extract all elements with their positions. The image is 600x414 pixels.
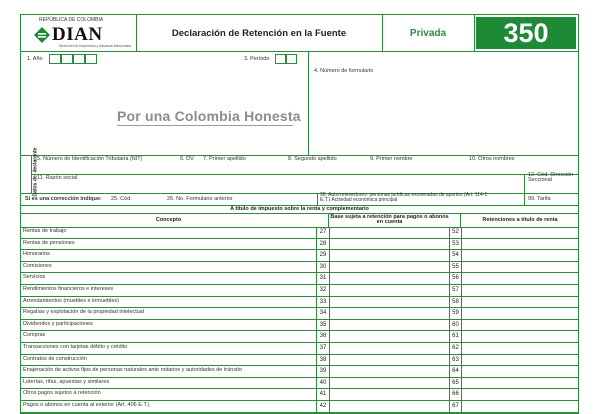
concept-label: Otros pagos sujetos a retención — [23, 390, 101, 397]
table-row — [21, 262, 578, 274]
retention-field-number[interactable]: 56 — [449, 273, 462, 284]
table-row — [21, 239, 578, 251]
dian-logo — [21, 15, 137, 51]
dv-label: 6. DV. — [180, 156, 195, 162]
period-label: 3. Período — [244, 56, 270, 62]
form-header — [21, 15, 578, 52]
table-row — [21, 308, 578, 320]
concept-table — [21, 227, 578, 413]
concept-label: Rendimientos financieros e intereses — [23, 285, 114, 292]
col-base: Base sujeta a retención para pagos o abonos en cuenta — [328, 213, 450, 227]
period-digit-1[interactable] — [275, 54, 286, 64]
concept-label: Dividendos y participaciones — [23, 320, 93, 327]
concept-label: Honorarios — [23, 251, 50, 258]
base-field-number[interactable]: 34 — [316, 308, 330, 319]
table-row — [21, 297, 578, 309]
retention-field-number[interactable]: 55 — [449, 262, 462, 273]
concept-label: Contratos de construcción — [23, 355, 87, 362]
form-title: Declaración de Retención en la Fuente — [136, 15, 383, 51]
correction-label: Si es una corrección indique: — [25, 196, 102, 202]
slogan: Por una Colombia Honesta — [117, 108, 301, 124]
retention-field-number[interactable]: 53 — [449, 239, 462, 250]
table-header — [21, 213, 578, 228]
retention-field-number[interactable]: 61 — [449, 331, 462, 342]
previous-form-label: 26. No. Formulario anterior — [167, 196, 233, 202]
base-field-number[interactable]: 29 — [316, 250, 330, 261]
table-row — [21, 389, 578, 401]
table-row — [21, 250, 578, 262]
table-section-title: A título de impuesto sobre la renta y complementario — [21, 205, 578, 214]
concept-label: Servicios — [23, 274, 46, 281]
concept-label: Compras — [23, 332, 46, 339]
col-retenciones: Retenciones a título de renta — [460, 213, 579, 227]
second-surname-label: 8. Segundo apellido — [288, 156, 337, 162]
concept-label: Transacciones con tarjetas débito y crédito — [23, 343, 128, 350]
retention-field-number[interactable]: 57 — [449, 285, 462, 296]
retention-field-number[interactable]: 67 — [449, 401, 462, 412]
table-row — [21, 378, 578, 390]
other-names-label: 10. Otros nombres — [469, 156, 515, 162]
rate-label: 99. Tarifa — [528, 196, 551, 202]
first-surname-label: 7. Primer apellido — [203, 156, 246, 162]
section-year-period — [21, 51, 578, 156]
year-digit-4[interactable] — [85, 54, 97, 64]
base-field-number[interactable]: 38 — [316, 355, 330, 366]
concept-label: Regalías y explotación de la propiedad intelectual — [23, 309, 145, 316]
dian-emblem-icon — [33, 26, 51, 44]
table-row — [21, 355, 578, 367]
table-row — [21, 343, 578, 355]
retention-field-number[interactable]: 66 — [449, 389, 462, 400]
table-row — [21, 366, 578, 378]
dian-subtitle: Dirección de Impuestos y Aduanas Nacionales — [59, 44, 132, 48]
table-row — [21, 331, 578, 343]
base-field-number[interactable]: 39 — [316, 366, 330, 377]
table-row — [21, 227, 578, 239]
base-field-number[interactable]: 27 — [316, 227, 330, 238]
base-field-number[interactable]: 40 — [316, 378, 330, 389]
retention-field-number[interactable]: 65 — [449, 378, 462, 389]
dian-wordmark: DIAN — [52, 24, 103, 45]
retention-field-number[interactable]: 62 — [449, 343, 462, 354]
period-digit-2[interactable] — [286, 54, 297, 64]
base-field-number[interactable]: 33 — [316, 297, 330, 308]
concept-label: Rentas de trabajo — [23, 228, 67, 234]
retention-field-number[interactable]: 63 — [449, 355, 462, 366]
correction-code-label: 25. Cód. — [111, 196, 132, 202]
year-digit-3[interactable] — [73, 54, 85, 64]
section-code-label: 12. Cód. Dirección Seccional — [528, 172, 574, 183]
business-name-label: 11. Razón social — [37, 175, 78, 181]
base-field-number[interactable]: 32 — [316, 285, 330, 296]
base-field-number[interactable]: 41 — [316, 389, 330, 400]
retention-field-number[interactable]: 59 — [449, 308, 462, 319]
base-field-number[interactable]: 37 — [316, 343, 330, 354]
concept-label: Enajenación de activos fijos de personas naturales ante notarios y autoridades de tránsito — [23, 367, 242, 374]
concept-label: Comisiones — [23, 262, 52, 269]
col-concepto: Concepto — [155, 216, 182, 223]
table-row — [21, 285, 578, 297]
retention-field-number[interactable]: 60 — [449, 320, 462, 331]
nit-label: 5. Número de Identificación Tributaria (NIT) — [37, 156, 143, 162]
form-350 — [20, 14, 579, 414]
retention-field-number[interactable]: 64 — [449, 366, 462, 377]
privacy-label: Privada — [382, 15, 475, 51]
concept-label: Rentas de pensiones — [23, 239, 75, 246]
retention-field-number[interactable]: 52 — [449, 227, 462, 238]
base-field-number[interactable]: 30 — [316, 262, 330, 273]
year-digit-1[interactable] — [49, 54, 61, 64]
form-number-badge: 350 — [476, 17, 576, 49]
first-name-label: 9. Primer nombre — [370, 156, 413, 162]
section-declarant — [21, 147, 578, 197]
base-field-number[interactable]: 31 — [316, 273, 330, 284]
base-field-number[interactable]: 36 — [316, 331, 330, 342]
year-digit-2[interactable] — [61, 54, 73, 64]
table-row — [21, 320, 578, 332]
concept-label: Arrendamientos (muebles e inmuebles) — [23, 297, 119, 304]
table-row — [21, 273, 578, 285]
year-label: 1. Año — [27, 56, 43, 62]
concept-label: Pagos o abonos en cuenta al exterior (Art. 406 E.T.) — [23, 401, 150, 408]
base-field-number[interactable]: 35 — [316, 320, 330, 331]
concept-label: Loterías, rifas, apuestas y similares — [23, 378, 110, 385]
autoretenedores-label: 98. Autorretenedores: personas jurídicas exoneradas de aportes (Art. 114-1 E.T.) Actividad económica principal — [320, 192, 488, 203]
base-field-number[interactable]: 42 — [316, 401, 330, 412]
retention-field-number[interactable]: 54 — [449, 250, 462, 261]
declarant-side-label: Datos del declarante — [32, 147, 39, 197]
slogan-underline — [117, 125, 293, 126]
table-row — [21, 401, 578, 413]
retention-field-number[interactable]: 58 — [449, 297, 462, 308]
base-field-number[interactable]: 28 — [316, 239, 330, 250]
republica-label: REPÚBLICA DE COLOMBIA — [39, 17, 104, 23]
form-number-label: 4. Número de formulario — [314, 68, 374, 74]
